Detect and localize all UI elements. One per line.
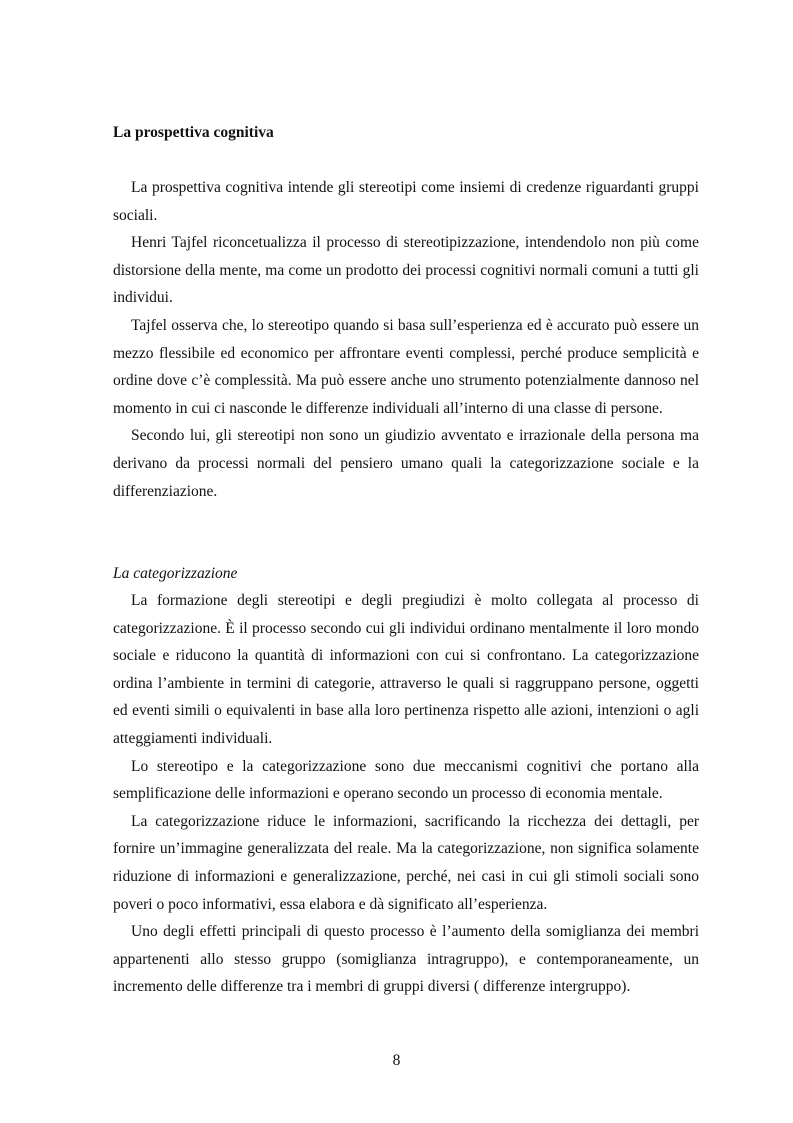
paragraph: La formazione degli stereotipi e degli pregiudizi è molto collegata al processo di categorizzazione. È il processo secondo cui gli individui ordinano mentalmente il loro mondo sociale e riducono la quantità di informazioni con cui si confrontano. La categorizzazione ordina l’ambiente in termini di categorie, attraverso le quali si raggruppano persone, oggetti ed eventi simili o equivalenti in base alla loro pertinenza rispetto alle azioni, intenzioni o agli atteggiamenti individuali. bbox=[113, 592, 699, 747]
page-number: 8 bbox=[392, 1052, 401, 1069]
paragraph: Lo stereotipo e la categorizzazione sono due meccanismi cognitivi che portano alla semplificazione delle informazioni e operano secondo un processo di economia mentale. bbox=[113, 757, 699, 803]
section-heading: La prospettiva cognitiva bbox=[113, 124, 274, 141]
paragraph: Uno degli effetti principali di questo processo è l’aumento della somiglianza dei membri appartenenti allo stesso gruppo (somiglianza intragruppo), e contemporaneamente, un incremento delle differenze tra i membri di gruppi diversi ( differenze intergruppo). bbox=[113, 923, 699, 996]
subsection-heading: La categorizzazione bbox=[113, 565, 238, 582]
paragraph: La categorizzazione riduce le informazioni, sacrificando la ricchezza dei dettagli, per fornire un’immagine generalizzata del reale. Ma la categorizzazione, non significa solamente riduzione di informazioni e generalizzazione, perché, nei casi in cui gli stimoli sociali sono poveri o poco informativi, essa elabora e dà significato all’esperienza. bbox=[113, 812, 699, 913]
section-body bbox=[113, 174, 699, 505]
paragraph: La prospettiva cognitiva intende gli stereotipi come insiemi di credenze riguardanti gruppi sociali. bbox=[113, 179, 699, 224]
subsection-body bbox=[113, 587, 699, 1001]
paragraph: Henri Tajfel riconcetualizza il processo di stereotipizzazione, intendendolo non più come distorsione della mente, ma come un prodotto dei processi cognitivi normali comuni a tutti gli individui. bbox=[113, 234, 699, 307]
paragraph: Secondo lui, gli stereotipi non sono un giudizio avventato e irrazionale della persona ma derivano da processi normali del pensiero umano quali la categorizzazione sociale e la differenziazione. bbox=[113, 427, 699, 500]
paragraph: Tajfel osserva che, lo stereotipo quando si basa sull’esperienza ed è accurato può essere un mezzo flessibile ed economico per affrontare eventi complessi, perché produce semplicità e ordine dove c’è complessità. Ma può essere anche uno strumento potenzialmente dannoso nel momento in cui ci nasconde le differenze individuali all’interno di una classe di persone. bbox=[113, 316, 699, 417]
